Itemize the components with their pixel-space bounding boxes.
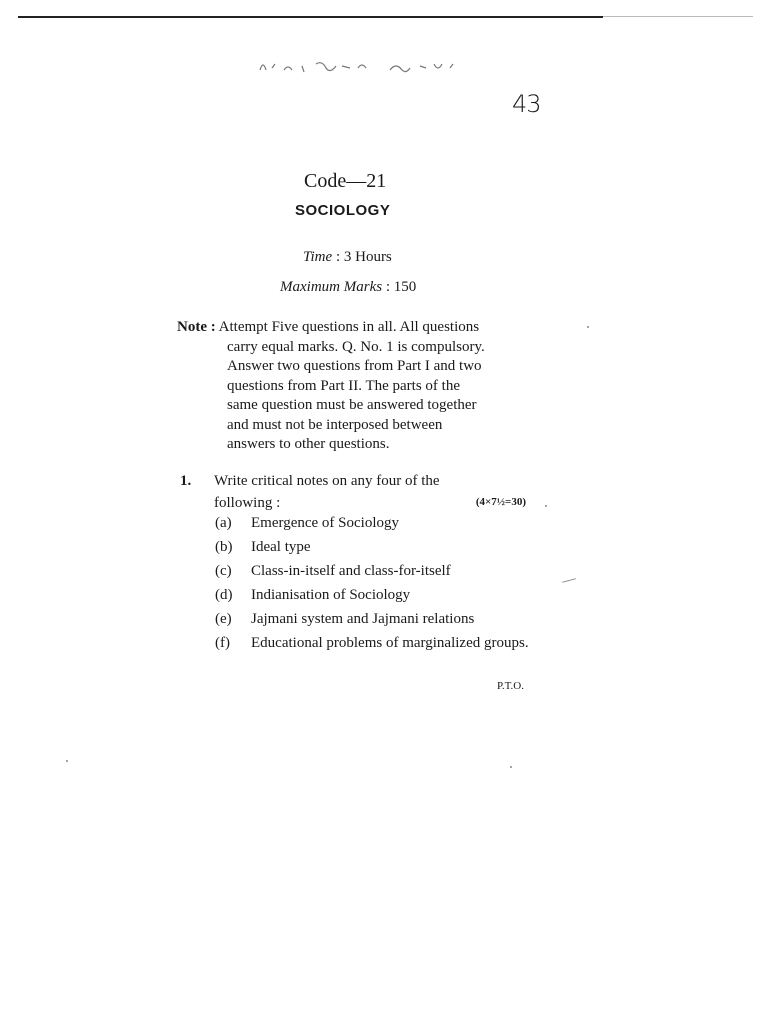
- subject-title: SOCIOLOGY: [295, 202, 391, 219]
- time-label: Time: [303, 249, 333, 265]
- list-item: (d) Indianisation of Sociology: [215, 587, 411, 603]
- top-rule: [18, 16, 603, 18]
- page-number: 43: [512, 90, 541, 118]
- time-line: Time : 3 Hours: [303, 249, 392, 265]
- max-marks-line: Maximum Marks : 150: [280, 279, 417, 295]
- sub-question-list: [215, 512, 535, 678]
- list-item: (e) Jajmani system and Jajmani relations: [215, 611, 475, 627]
- note-line-1: Note : Attempt Five questions in all. All questions: [177, 319, 480, 335]
- scan-speck: [66, 760, 68, 762]
- note-line-6: and must not be interposed between: [227, 416, 443, 433]
- list-item: (f) Educational problems of marginalized groups.: [215, 635, 529, 651]
- note-line-2: carry equal marks. Q. No. 1 is compulsory.: [227, 338, 485, 355]
- paper-code: Code—21: [304, 170, 387, 192]
- note-label: Note :: [177, 319, 216, 335]
- note-block: [177, 318, 527, 455]
- scan-speck: [587, 326, 589, 328]
- note-line-4: questions from Part II. The parts of the: [227, 377, 461, 394]
- pto-label: P.T.O.: [497, 680, 524, 692]
- top-rule-faint: [603, 16, 753, 17]
- list-item: (c) Class-in-itself and class-for-itself: [215, 563, 451, 579]
- scan-speck: [510, 766, 512, 768]
- question-text-line-2: following :: [214, 495, 281, 511]
- note-line-3: Answer two questions from Part I and two: [227, 358, 482, 374]
- question-number: 1.: [180, 473, 192, 489]
- note-line-7: answers to other questions.: [227, 436, 390, 452]
- scan-mark: [562, 578, 576, 583]
- question-marks: (4×7½=30): [475, 496, 526, 508]
- time-value: 3 Hours: [343, 249, 392, 265]
- list-item: (a) Emergence of Sociology: [215, 515, 400, 531]
- note-line-5: same question must be answered together: [227, 397, 477, 413]
- question-text-line-1: Write critical notes on any four of the: [214, 473, 440, 489]
- list-item: (b) Ideal type: [215, 539, 311, 555]
- marks-label: Maximum Marks: [280, 279, 383, 295]
- scan-speck: [545, 505, 547, 507]
- marks-value: 150: [393, 279, 417, 295]
- handwritten-scribble: [250, 52, 470, 78]
